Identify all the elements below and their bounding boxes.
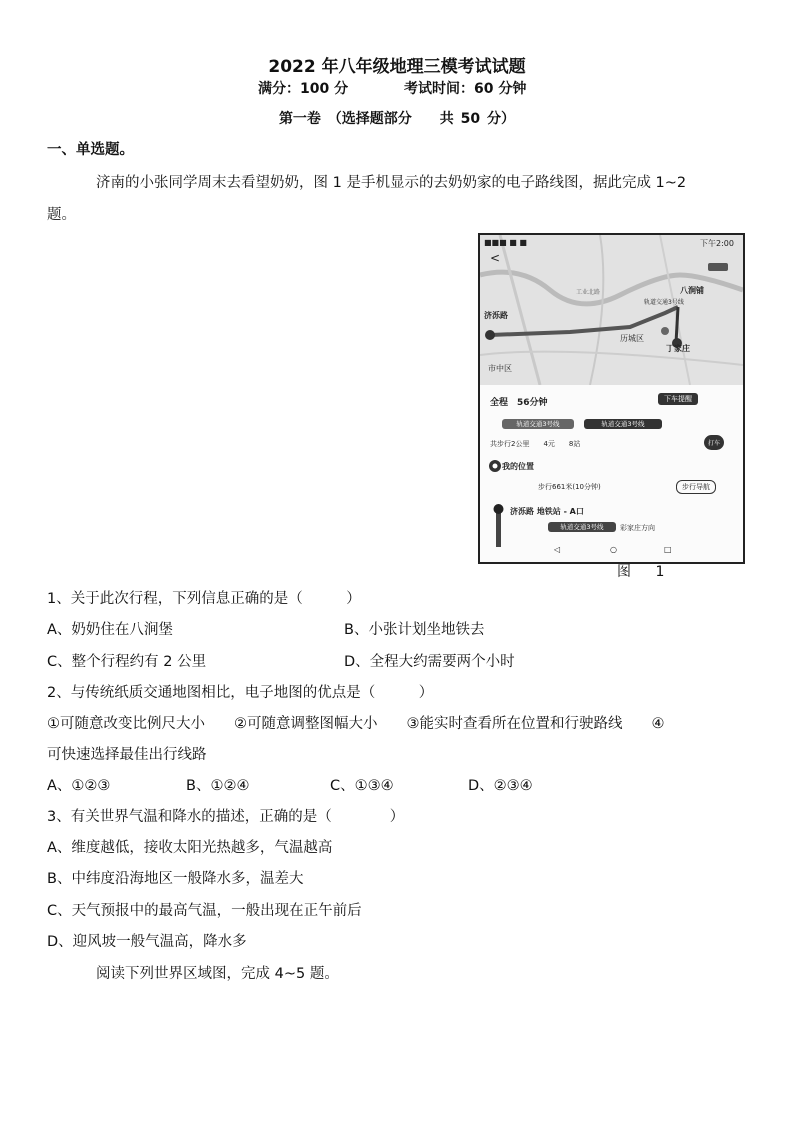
question-3-stem: 3、有关世界气温和降水的描述，正确的是（ ） xyxy=(47,809,405,825)
nav-home-icon[interactable]: ○ xyxy=(610,545,617,554)
q2-option-d: D、②③④ xyxy=(468,778,533,794)
nav-recent-icon[interactable]: □ xyxy=(664,545,672,554)
route-map-figure xyxy=(478,233,745,564)
direction-text: 彩家庄方向 xyxy=(620,524,655,532)
line-tag-b: 轨道交通3号线 xyxy=(584,419,662,429)
figure-caption: 图 1 xyxy=(617,564,675,580)
q3-option-b: B、中纬度沿海地区一般降水多，温差大 xyxy=(47,871,304,887)
exam-time: 考试时间：60 分钟 xyxy=(404,81,527,97)
walk-info: 步行661米(10分钟) xyxy=(538,483,601,491)
intro-line-1: 济南的小张同学周末去看望奶奶，图 1 是手机显示的去奶奶家的电子路线图，据此完成 1~2 xyxy=(96,175,687,191)
map-graphic xyxy=(480,235,743,385)
q3-option-c: C、天气预报中的最高气温，一般出现在正午前后 xyxy=(47,903,362,919)
station-marker-icon xyxy=(488,503,508,551)
station-name: 济泺路 地铁站 - A口 xyxy=(510,507,584,516)
status-time: 下午2:00 xyxy=(700,239,734,248)
route-summary: 共步行2公里 4元 8站 xyxy=(490,440,581,448)
alight-reminder-button[interactable]: 下车提醒 xyxy=(658,393,698,405)
line-tag-a: 轨道交通3号线 xyxy=(502,419,574,429)
q1-option-b: B、小张计划坐地铁去 xyxy=(344,622,485,638)
map-label-lichengqu: 历城区 xyxy=(620,334,644,343)
q2-option-a: A、①②③ xyxy=(47,778,111,794)
intro-line-2: 题。 xyxy=(47,207,76,223)
route-panel xyxy=(480,385,743,562)
map-label-shizhongqu: 市中区 xyxy=(488,364,512,373)
q1-option-d: D、全程大约需要两个小时 xyxy=(344,654,515,670)
nav-back-icon[interactable]: ◁ xyxy=(554,545,561,554)
status-bar: ■■■ ■ ■ xyxy=(484,238,527,247)
map-label-jiluolu: 济泺路 xyxy=(484,311,508,320)
q1-option-a: A、奶奶住在八涧堡 xyxy=(47,622,173,638)
map-area xyxy=(480,235,743,385)
section-heading: 一、单选题。 xyxy=(47,142,134,158)
q3-option-a: A、维度越低，接收太阳光热越多，气温越高 xyxy=(47,840,333,856)
reading-instruction: 阅读下列世界区域图，完成 4~5 题。 xyxy=(96,966,339,982)
full-score: 满分：100 分 xyxy=(258,81,349,97)
question-2-stem: 2、与传统纸质交通地图相比，电子地图的优点是（ ） xyxy=(47,685,434,701)
map-label-dingjiazhuang: 丁家庄 xyxy=(666,344,690,353)
q2-items-line-1: ①可随意改变比例尺大小 ②可随意调整图幅大小 ③能实时查看所在位置和行驶路线 ④ xyxy=(47,716,665,732)
q1-option-c: C、整个行程约有 2 公里 xyxy=(47,654,207,670)
map-label-line: 轨道交通3号线 xyxy=(644,299,684,306)
taxi-button[interactable]: 打车 xyxy=(704,435,724,450)
back-button[interactable]: < xyxy=(490,251,501,265)
q2-option-b: B、①②④ xyxy=(186,778,250,794)
map-label-road: 工业北路 xyxy=(576,289,601,296)
map-label-bajianpu: 八涧铺 xyxy=(680,286,704,295)
question-1-stem: 1、关于此次行程，下列信息正确的是（ ） xyxy=(47,591,361,607)
q2-items-line-2: 可快速选择最佳出行线路 xyxy=(47,747,207,763)
exam-title: 2022 年八年级地理三模考试试题 xyxy=(268,57,526,77)
direction-line-tag: 轨道交通3号线 xyxy=(548,522,616,532)
q2-option-c: C、①③④ xyxy=(330,778,394,794)
my-location-icon xyxy=(488,459,502,473)
my-location: 我的位置 xyxy=(502,462,534,471)
q3-option-d: D、迎风坡一般气温高，降水多 xyxy=(47,934,247,950)
route-total: 全程 56分钟 xyxy=(490,398,548,408)
walk-nav-button[interactable]: 步行导航 xyxy=(676,480,716,494)
volume-heading: 第一卷 （选择题部分 共 50 分） xyxy=(278,111,516,127)
